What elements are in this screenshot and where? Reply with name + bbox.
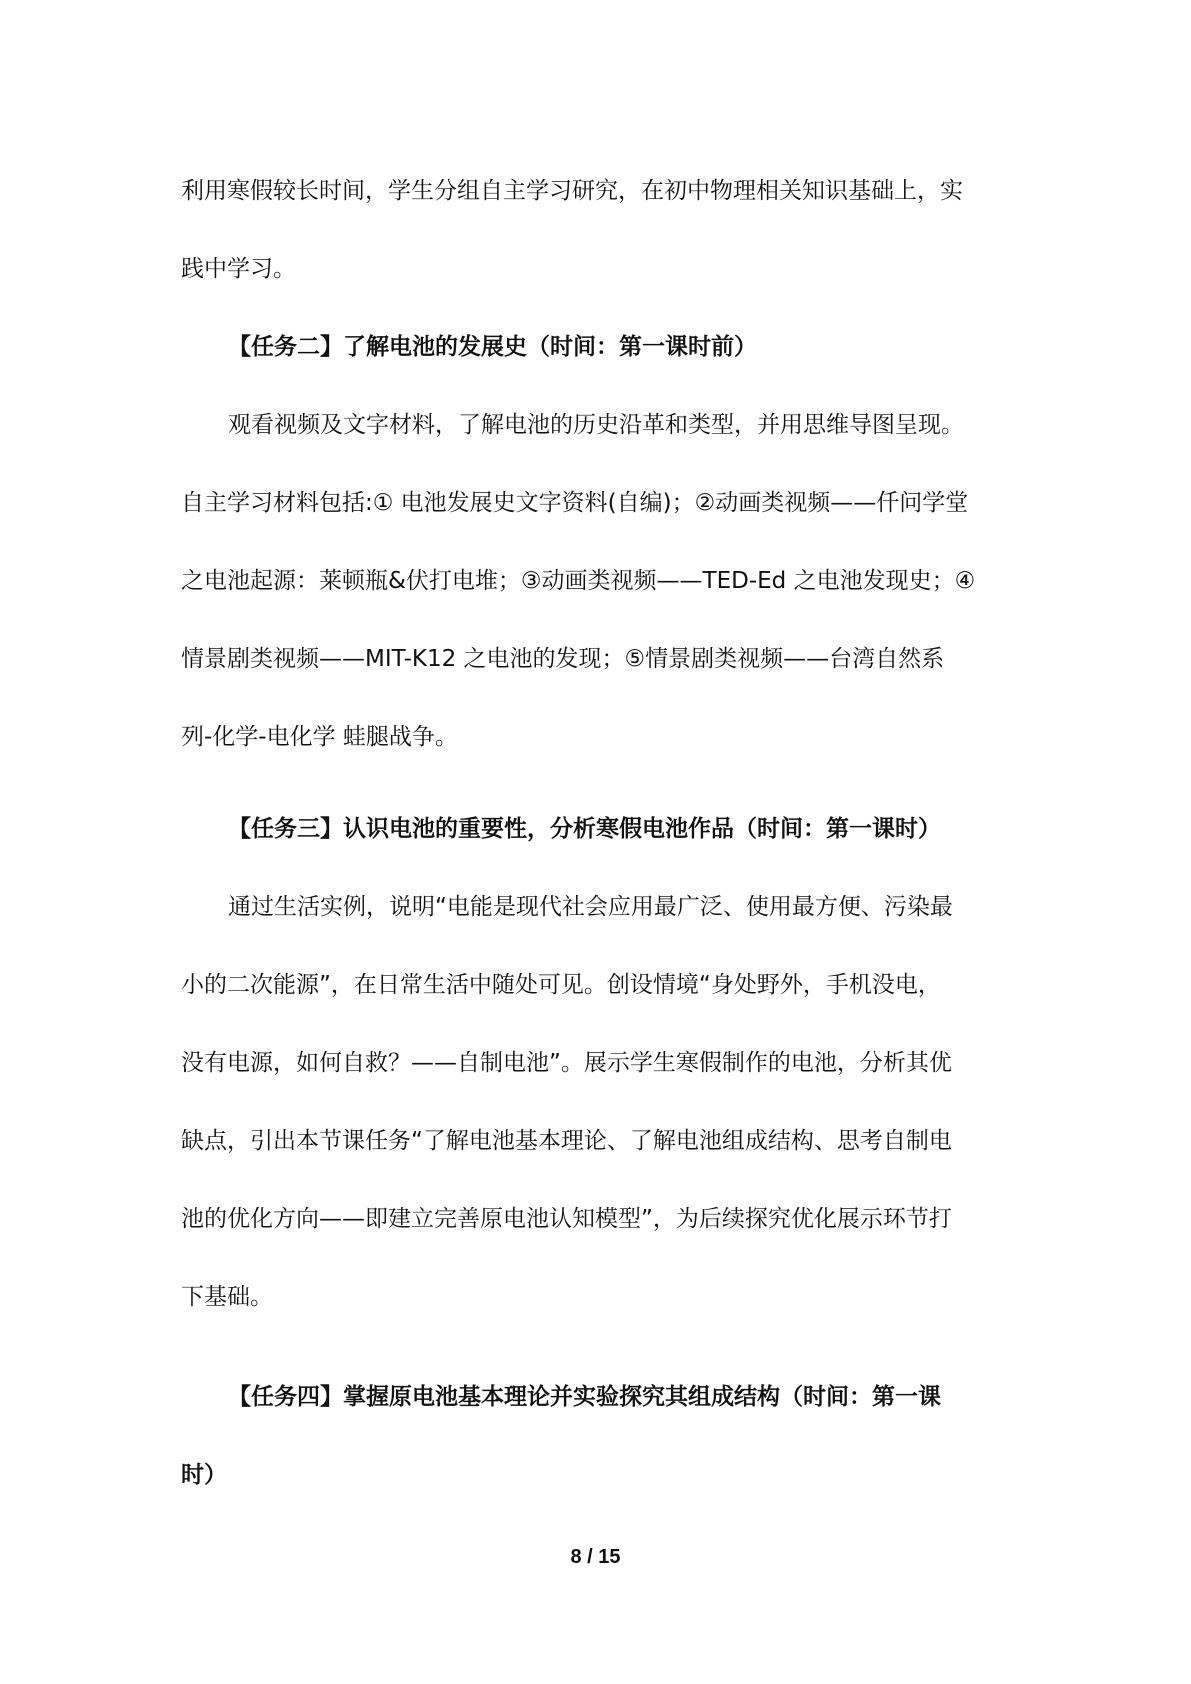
task3-heading: 【任务三】认识电池的重要性，分析寒假电池作品（时间：第一课时） bbox=[228, 816, 941, 842]
paragraph-line: 小的二次能源”，在日常生活中随处可见。创设情境“身处野外，手机没电， bbox=[181, 972, 941, 998]
paragraph-line: 之电池起源：莱顿瓶&伏打电堆；③动画类视频——TED-Ed 之电池发现史；④ bbox=[181, 568, 976, 594]
paragraph-line: 列-化学-电化学 蛙腿战争。 bbox=[181, 724, 458, 750]
spacer bbox=[181, 776, 1016, 790]
task2-heading: 【任务二】了解电池的发展史（时间：第一课时前） bbox=[228, 334, 757, 360]
paragraph-line: 缺点，引出本节课任务“了解电池基本理论、了解电池组成结构、思考自制电 bbox=[181, 1128, 952, 1154]
task4-heading: 【任务四】掌握原电池基本理论并实验探究其组成结构（时间：第一课 bbox=[228, 1384, 941, 1410]
spacer bbox=[181, 1336, 1016, 1358]
task4-heading-continuation: 时） bbox=[181, 1462, 227, 1488]
paragraph-line: 池的优化方向——即建立完善原电池认知模型”，为后续探究优化展示环节打 bbox=[181, 1206, 952, 1232]
paragraph-line: 践中学习。 bbox=[181, 256, 296, 282]
paragraph-line: 自主学习材料包括:① 电池发展史文字资料(自编)；②动画类视频——仟问学堂 bbox=[181, 490, 969, 516]
paragraph-line: 情景剧类视频——MIT-K12 之电池的发现；⑤情景剧类视频——台湾自然系 bbox=[181, 646, 945, 672]
paragraph-line: 利用寒假较长时间，学生分组自主学习研究，在初中物理相关知识基础上，实 bbox=[181, 178, 963, 204]
paragraph-line: 下基础。 bbox=[181, 1284, 273, 1310]
document-body bbox=[181, 152, 1016, 1514]
paragraph-line: 观看视频及文字材料，了解电池的历史沿革和类型，并用思维导图呈现。 bbox=[228, 412, 964, 438]
paragraph-line: 没有电源，如何自救？——自制电池”。展示学生寒假制作的电池，分析其优 bbox=[181, 1050, 952, 1076]
paragraph-line: 通过生活实例，说明“电能是现代社会应用最广泛、使用最方便、污染最 bbox=[228, 894, 953, 920]
page-number: 8 / 15 bbox=[570, 1546, 621, 1568]
